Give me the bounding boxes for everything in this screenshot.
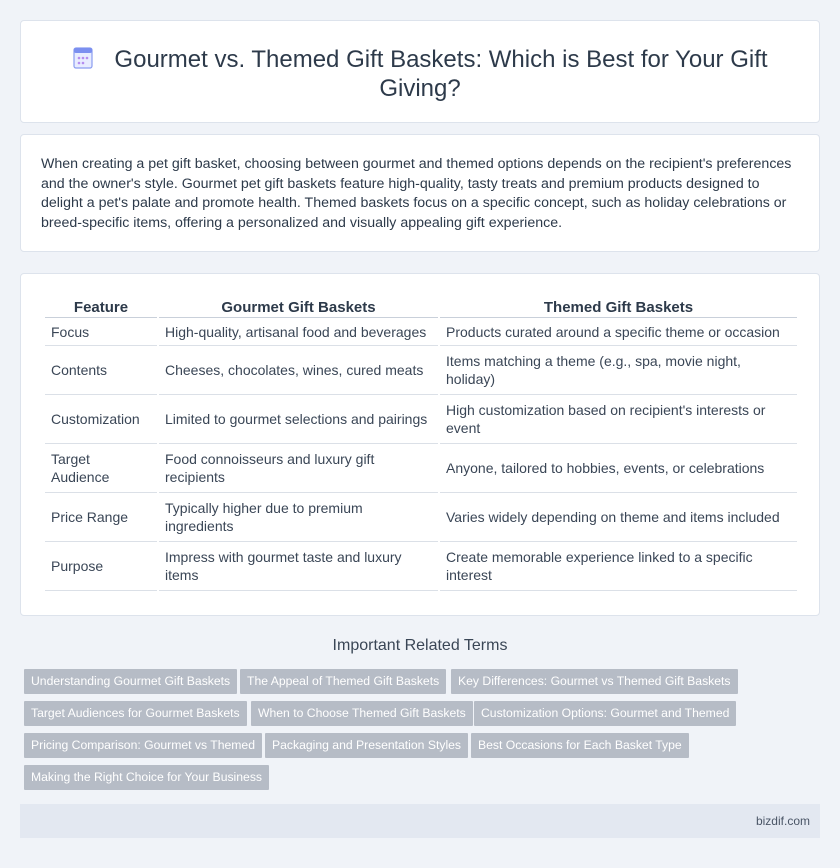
- table-cell-themed: Create memorable experience linked to a specific interest: [440, 542, 797, 591]
- table-cell-feature: Price Range: [45, 493, 157, 542]
- table-cell-themed: Varies widely depending on theme and items included: [440, 493, 797, 542]
- table-row: [45, 346, 797, 395]
- table-cell-feature: Focus: [45, 318, 157, 346]
- intro-paragraph: When creating a pet gift basket, choosing between gourmet and themed options depends on the recipient's preferences and the owner's style. Gourmet pet gift baskets feature high-quality, tasty treats and premium products designed to delight a pet's palate and promote health. Themed baskets focus on a specific concept, such as holiday celebrations or breed-specific items, offering a personalized and visually appealing gift experience.: [41, 156, 792, 231]
- table-cell-themed: Items matching a theme (e.g., spa, movie night, holiday): [440, 346, 797, 395]
- table-cell-feature: Purpose: [45, 542, 157, 591]
- related-tag[interactable]: Making the Right Choice for Your Business: [24, 765, 269, 790]
- table-cell-feature: Target Audience: [45, 444, 157, 493]
- table-cell-gourmet: Impress with gourmet taste and luxury items: [159, 542, 438, 591]
- comparison-card: [20, 273, 820, 616]
- table-cell-gourmet: Food connoisseurs and luxury gift recipients: [159, 444, 438, 493]
- related-tag[interactable]: When to Choose Themed Gift Baskets: [251, 701, 473, 726]
- table-cell-gourmet: Typically higher due to premium ingredients: [159, 493, 438, 542]
- table-cell-themed: Anyone, tailored to hobbies, events, or celebrations: [440, 444, 797, 493]
- related-tag[interactable]: Target Audiences for Gourmet Baskets: [24, 701, 247, 726]
- title-card: [20, 20, 820, 123]
- related-tag[interactable]: The Appeal of Themed Gift Baskets: [240, 669, 446, 694]
- table-row: [45, 318, 797, 346]
- header-themed: Themed Gift Baskets: [440, 298, 797, 318]
- table-cell-gourmet: Cheeses, chocolates, wines, cured meats: [159, 346, 438, 395]
- comparison-table: [43, 298, 799, 591]
- table-cell-gourmet: Limited to gourmet selections and pairings: [159, 395, 438, 444]
- table-row: [45, 542, 797, 591]
- table-cell-themed: Products curated around a specific theme or occasion: [440, 318, 797, 346]
- header-gourmet: Gourmet Gift Baskets: [159, 298, 438, 318]
- intro-card: [20, 134, 820, 252]
- document-icon: [72, 47, 94, 69]
- table-row: [45, 395, 797, 444]
- related-tag[interactable]: Customization Options: Gourmet and Themed: [474, 701, 736, 726]
- related-tag[interactable]: Best Occasions for Each Basket Type: [471, 733, 689, 758]
- page-title: [61, 45, 779, 103]
- related-tag[interactable]: Pricing Comparison: Gourmet vs Themed: [24, 733, 262, 758]
- header-feature: Feature: [45, 298, 157, 318]
- table-cell-feature: Contents: [45, 346, 157, 395]
- table-cell-gourmet: High-quality, artisanal food and beverages: [159, 318, 438, 346]
- footer: [20, 804, 820, 838]
- related-tag[interactable]: Understanding Gourmet Gift Baskets: [24, 669, 237, 694]
- table-row: [45, 493, 797, 542]
- footer-brand[interactable]: bizdif.com: [755, 814, 810, 828]
- table-row: [45, 444, 797, 493]
- related-tag[interactable]: Key Differences: Gourmet vs Themed Gift Baskets: [451, 669, 738, 694]
- page-title-text: Gourmet vs. Themed Gift Baskets: Which is Best for Your Gift Giving?: [114, 46, 768, 102]
- table-header-row: [45, 298, 797, 318]
- table-cell-feature: Customization: [45, 395, 157, 444]
- table-cell-themed: High customization based on recipient's interests or event: [440, 395, 797, 444]
- related-tag[interactable]: Packaging and Presentation Styles: [265, 733, 468, 758]
- related-terms-heading: Important Related Terms: [332, 637, 508, 654]
